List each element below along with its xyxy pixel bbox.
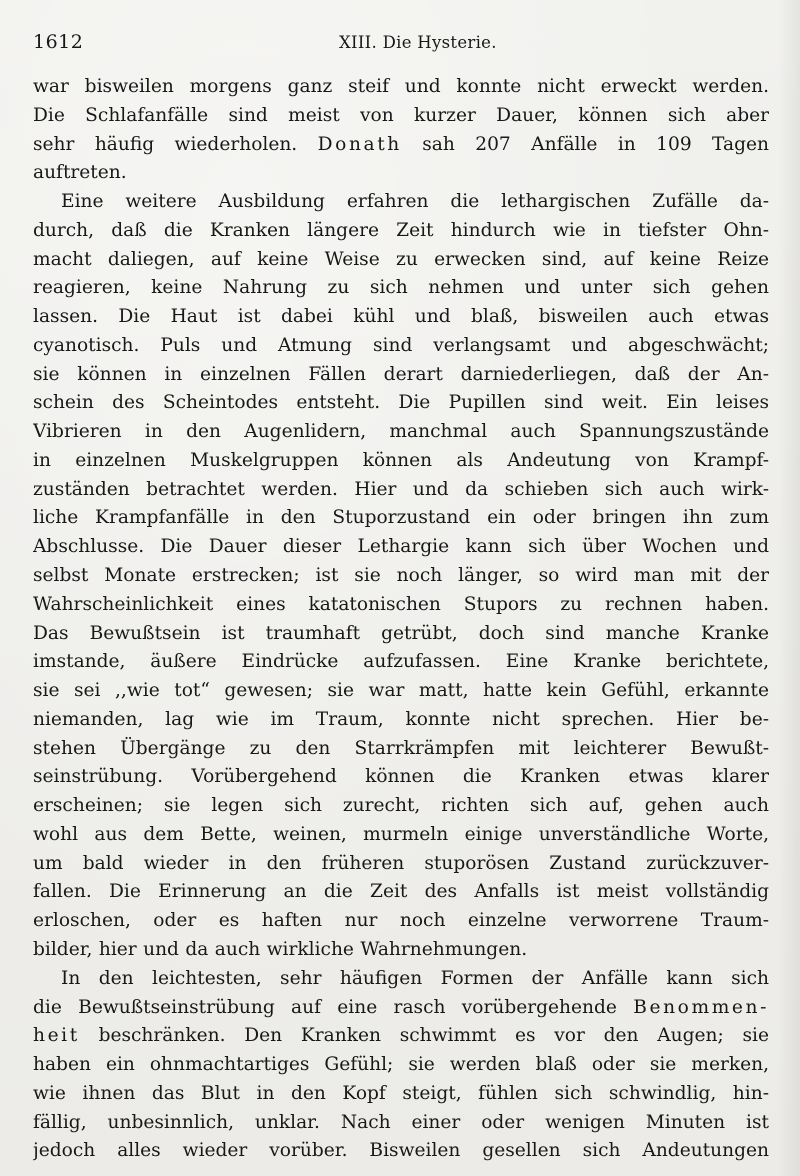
text-line: liche Krampfanfälle in den Stuporzustand ein oder bringen ihn zum bbox=[33, 507, 769, 529]
text-line: macht daliegen, auf keine Weise zu erwecken sind, auf keine Reize bbox=[33, 248, 769, 270]
text-line: wie ihnen das Blut in den Kopf steigt, fühlen sich schwindlig, hin- bbox=[33, 1082, 769, 1104]
page-header bbox=[33, 31, 769, 59]
text-line: Eine weitere Ausbildung erfahren die lethargischen Zufälle da- bbox=[61, 191, 769, 213]
text-line: In den leichtesten, sehr häufigen Formen der Anfälle kann sich bbox=[61, 967, 769, 989]
text-line: um bald wieder in den früheren stuporösen Zustand zurückzuver- bbox=[33, 852, 769, 874]
text-line: bilder, hier und da auch wirkliche Wahrnehmungen. bbox=[33, 938, 528, 960]
text-line: sie können in einzelnen Fällen derart darniederliegen, daß der An- bbox=[33, 363, 769, 385]
text-line: erloschen, oder es haften nur noch einzelne verworrene Traum- bbox=[33, 910, 769, 932]
text-segment: sah 207 Anfälle in 109 Tagen bbox=[422, 133, 769, 155]
text-line: fällig, unbesinnlich, unklar. Nach einer oder wenigen Minuten ist bbox=[33, 1111, 769, 1133]
text-line: jedoch alles wieder vorüber. Bisweilen gesellen sich Andeutungen bbox=[33, 1140, 769, 1162]
text-line: Das Bewußtsein ist traumhaft getrübt, doch sind manche Kranke bbox=[33, 622, 769, 644]
page-edge-shadow bbox=[778, 0, 800, 1176]
text-line: durch, daß die Kranken längere Zeit hindurch wie in tiefster Ohn- bbox=[33, 219, 769, 241]
text-line: auftreten. bbox=[33, 162, 127, 184]
text-line: imstande, äußere Eindrücke aufzufassen. Eine Kranke berichtete, bbox=[33, 651, 769, 673]
text-line: reagieren, keine Nahrung zu sich nehmen und unter sich gehen bbox=[33, 277, 769, 299]
text-line: Abschlusse. Die Dauer dieser Lethargie kann sich über Wochen und bbox=[33, 536, 769, 558]
text-line: war bisweilen morgens ganz steif und konnte nicht erweckt werden. bbox=[33, 76, 769, 97]
running-title: XIII. Die Hysterie. bbox=[339, 33, 497, 52]
text-line: fallen. Die Erinnerung an die Zeit des Anfalls ist meist vollständig bbox=[33, 881, 769, 903]
text-line: haben ein ohnmachtartiges Gefühl; sie werden blaß oder sie merken, bbox=[33, 1054, 769, 1076]
text-line: sie sei ,,wie tot“ gewesen; sie war matt, hatte kein Gefühl, erkannte bbox=[33, 680, 769, 702]
text-line: lassen. Die Haut ist dabei kühl und blaß, bisweilen auch etwas bbox=[33, 306, 769, 328]
body-text bbox=[33, 73, 769, 1166]
text-segment: beschränken. Den Kranken schwimmt es vor den Augen; sie bbox=[98, 1025, 769, 1047]
text-line: Vibrieren in den Augenlidern, manchmal auch Spannungszustände bbox=[33, 421, 769, 443]
emphasized-term: Benommen- bbox=[633, 996, 769, 1018]
text-line bbox=[33, 994, 769, 1023]
text-line: schein des Scheintodes entsteht. Die Pupillen sind weit. Ein leises bbox=[33, 392, 769, 414]
text-line: in einzelnen Muskelgruppen können als Andeutung von Krampf- bbox=[33, 449, 769, 471]
text-line: zuständen betrachtet werden. Hier und da schieben sich auch wirk- bbox=[33, 478, 769, 500]
text-line: niemanden, lag wie im Traum, konnte nicht sprechen. Hier be- bbox=[33, 708, 769, 730]
text-line bbox=[33, 131, 769, 160]
text-line: Die Schlafanfälle sind meist von kurzer Dauer, können sich aber bbox=[33, 104, 769, 126]
text-line: cyanotisch. Puls und Atmung sind verlangsamt und abgeschwächt; bbox=[33, 334, 769, 356]
page-number: 1612 bbox=[33, 31, 84, 53]
text-line: erscheinen; sie legen sich zurecht, richten sich auf, gehen auch bbox=[33, 795, 769, 817]
text-line: Wahrscheinlichkeit eines katatonischen Stupors zu rechnen haben. bbox=[33, 593, 769, 615]
author-name: Donath bbox=[317, 133, 402, 155]
text-line bbox=[33, 1022, 769, 1051]
text-line: seinstrübung. Vorübergehend können die Kranken etwas klarer bbox=[33, 766, 769, 788]
emphasized-term: heit bbox=[33, 1025, 80, 1047]
text-line: stehen Übergänge zu den Starrkrämpfen mit leichterer Bewußt- bbox=[33, 737, 769, 759]
text-segment: die Bewußtseinstrübung auf eine rasch vorübergehende bbox=[33, 996, 617, 1018]
text-line: selbst Monate erstrecken; ist sie noch länger, so wird man mit der bbox=[33, 565, 769, 587]
text-segment: sehr häufig wiederholen. bbox=[33, 133, 298, 155]
text-line: wohl aus dem Bette, weinen, murmeln einige unverständliche Worte, bbox=[33, 823, 769, 845]
